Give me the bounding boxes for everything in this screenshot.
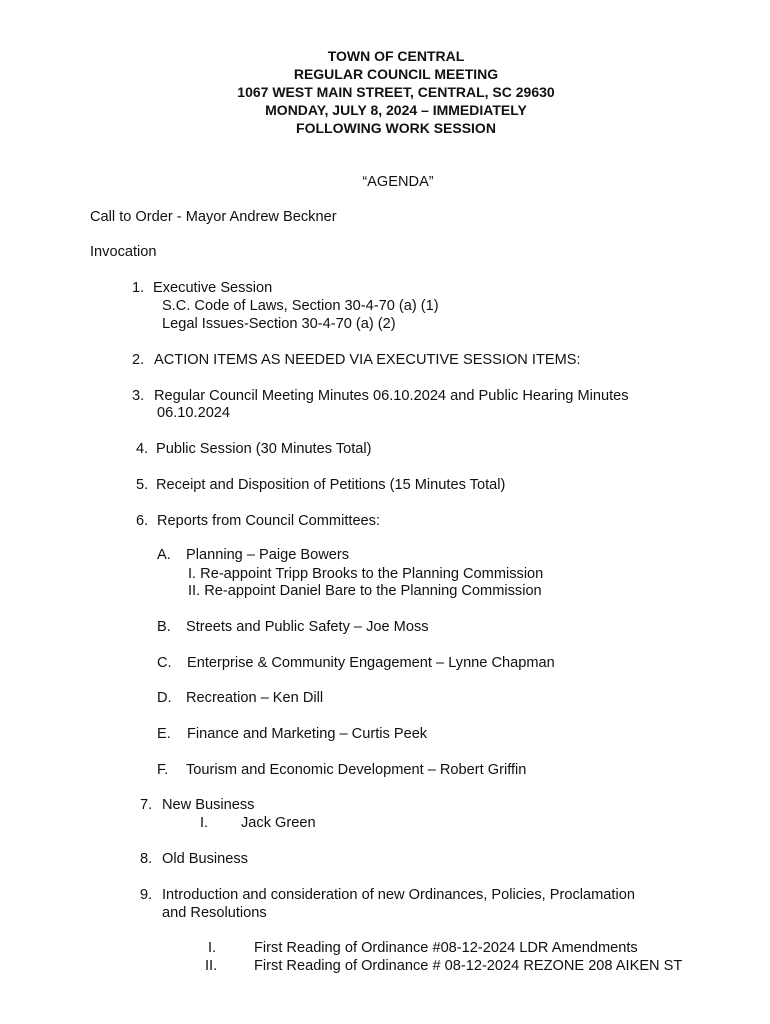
header-line-meeting: REGULAR COUNCIL MEETING bbox=[293, 66, 499, 82]
item-5-number: 5. bbox=[136, 477, 149, 493]
item-9-label: Introduction and consideration of new Ordinances, Policies, Proclamation bbox=[162, 887, 635, 903]
committee-e-label: Finance and Marketing – Curtis Peek bbox=[187, 726, 428, 742]
committee-b-letter: B. bbox=[157, 619, 171, 635]
committee-c-letter: C. bbox=[157, 655, 172, 671]
item-3-label: Regular Council Meeting Minutes 06.10.2024 and Public Hearing Minutes bbox=[154, 388, 629, 404]
item-7-label: New Business bbox=[162, 797, 255, 813]
item-7-number: 7. bbox=[140, 797, 153, 813]
item-1-label: Executive Session bbox=[153, 280, 273, 296]
item-7-sub-1-number: I. bbox=[200, 815, 209, 831]
item-4-label: Public Session (30 Minutes Total) bbox=[156, 441, 372, 457]
item-9-number: 9. bbox=[140, 887, 153, 903]
header-line-town: TOWN OF CENTRAL bbox=[327, 48, 465, 64]
item-2-number: 2. bbox=[132, 352, 145, 368]
item-3-number: 3. bbox=[132, 388, 145, 404]
committee-b-label: Streets and Public Safety – Joe Moss bbox=[186, 619, 429, 635]
committee-a-letter: A. bbox=[157, 547, 171, 563]
item-9-label-cont: and Resolutions bbox=[162, 905, 267, 921]
item-9-sub-1-number: I. bbox=[208, 940, 217, 956]
header-line-date: MONDAY, JULY 8, 2024 – IMMEDIATELY bbox=[265, 102, 527, 118]
call-to-order: Call to Order - Mayor Andrew Beckner bbox=[90, 209, 337, 225]
committee-d-letter: D. bbox=[157, 690, 172, 706]
committee-a-sub-2: II. Re-appoint Daniel Bare to the Planning Commission bbox=[188, 583, 542, 599]
item-1-number: 1. bbox=[132, 280, 145, 296]
item-1-sub-1: S.C. Code of Laws, Section 30-4-70 (a) (1) bbox=[162, 298, 439, 314]
item-7-sub-1-label: Jack Green bbox=[241, 815, 316, 831]
item-8-label: Old Business bbox=[162, 851, 248, 867]
agenda-title: “AGENDA” bbox=[362, 174, 434, 190]
item-3-label-cont: 06.10.2024 bbox=[157, 405, 231, 421]
header-line-following: FOLLOWING WORK SESSION bbox=[296, 120, 496, 136]
committee-f-label: Tourism and Economic Development – Robert Griffin bbox=[186, 762, 527, 778]
committee-f-letter: F. bbox=[157, 762, 169, 778]
item-9-sub-1-label: First Reading of Ordinance #08-12-2024 LDR Amendments bbox=[254, 940, 638, 956]
item-2-label: ACTION ITEMS AS NEEDED VIA EXECUTIVE SESSION ITEMS: bbox=[154, 352, 581, 368]
item-9-sub-2-number: II. bbox=[205, 958, 218, 974]
committee-d-label: Recreation – Ken Dill bbox=[186, 690, 324, 706]
committee-a-label: Planning – Paige Bowers bbox=[186, 547, 350, 563]
item-5-label: Receipt and Disposition of Petitions (15 Minutes Total) bbox=[156, 477, 506, 493]
invocation: Invocation bbox=[90, 244, 157, 260]
committee-e-letter: E. bbox=[157, 726, 171, 742]
committee-c-label: Enterprise & Community Engagement – Lynne Chapman bbox=[187, 655, 555, 671]
item-9-sub-2-label: First Reading of Ordinance # 08-12-2024 REZONE 208 AIKEN ST bbox=[254, 958, 683, 974]
item-1-sub-2: Legal Issues-Section 30-4-70 (a) (2) bbox=[162, 316, 396, 332]
item-6-label: Reports from Council Committees: bbox=[157, 513, 381, 529]
item-4-number: 4. bbox=[136, 441, 149, 457]
item-6-number: 6. bbox=[136, 513, 149, 529]
item-8-number: 8. bbox=[140, 851, 153, 867]
header-line-address: 1067 WEST MAIN STREET, CENTRAL, SC 29630 bbox=[237, 84, 555, 100]
committee-a-sub-1: I. Re-appoint Tripp Brooks to the Planning Commission bbox=[188, 566, 544, 582]
